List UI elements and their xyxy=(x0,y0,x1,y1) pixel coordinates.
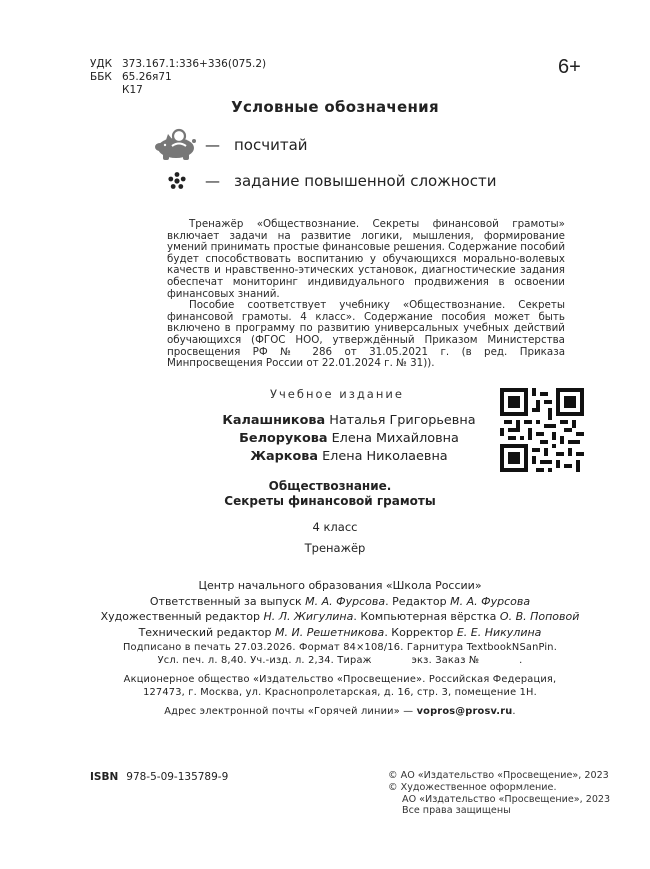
bbk-label: ББК xyxy=(90,71,112,83)
asterisk-flower-icon xyxy=(153,171,201,191)
legend-item-hard-task xyxy=(153,168,496,194)
hotline-email: Адрес электронной почты «Горячей линии» — vopros@prosv.ru. xyxy=(164,706,516,717)
edition-type: Учебное издание xyxy=(270,387,404,401)
legend-title: Условные обозначения xyxy=(231,98,439,116)
author: Калашникова Наталья Григорьевна xyxy=(222,413,476,428)
publisher-address: Акционерное общество «Издательство «Просвещение». Российская Федерация, 127473, г. Москва, ул. Краснопролетарская, д. 16, стр. 3, помещение 1Н. xyxy=(123,674,557,698)
qr-code[interactable] xyxy=(500,388,584,472)
annotation-paragraph: Пособие соответствует учебнику «Обществознание. Секреты финансовой грамоты. 4 класс». Содержание пособия может быть включено в программу по развитию универсальных учебных действий обучающихся (ФГОС НОО, утверждённый Приказом Министерства просвещения РФ № 286 от 31.05.2021 г. (в ред. Приказа Минпросвещения России от 22.01.2024 г. № 31)). xyxy=(167,299,565,370)
udk-label: УДК xyxy=(90,58,113,70)
imprint xyxy=(110,642,570,719)
print-details: Подписано в печать 27.03.2026. Формат 84×108/16. Гарнитура TextbookNSanPin. Усл. печ. л. 8,40. Уч.-изд. л. 2,34. Тираж экз. Заказ № . xyxy=(122,642,558,666)
bbk-value: 65.26я71 xyxy=(122,71,172,83)
credits-line: Технический редактор М. И. Решетникова. Корректор Е. Е. Никулина xyxy=(138,625,542,639)
legend-dash: — xyxy=(205,136,220,154)
annotation-paragraph: Тренажёр «Обществознание. Секреты финансовой грамоты» включает задачи на развитие логики, мышления, формирование умений принимать простые финансовые решения. Содержание пособий будет способствовать воспитанию у обучающихся морально-волевых качеств и нравственно-этических установок, диагностические задания обеспечат мониторинг индивидуального продвижения в освоении финансовых знаний. xyxy=(167,218,566,300)
author: Жаркова Елена Николаевна xyxy=(250,449,448,464)
legend-label: посчитай xyxy=(234,136,308,154)
publishing-center: Центр начального образования «Школа России» xyxy=(198,579,482,592)
legend-label: задание повышенной сложности xyxy=(234,172,497,190)
copyright: © АО «Издательство «Просвещение», 2023 © Художественное оформление. АО «Издательство «Просвещение», 2023 Все права защищены xyxy=(388,770,611,817)
credits-line: Ответственный за выпуск М. А. Фурсова. Редактор М. А. Фурсова xyxy=(149,594,531,608)
credits-line: Художественный редактор Н. Л. Жигулина. Компьютерная вёрстка О. В. Поповой xyxy=(100,610,580,623)
author: Белорукова Елена Михайловна xyxy=(239,431,459,446)
annotation xyxy=(167,219,565,370)
authors-list xyxy=(220,412,478,466)
legend-item-calculate xyxy=(153,128,308,162)
isbn: ISBN 978-5-09-135789-9 xyxy=(90,771,229,783)
age-rating: 6+ xyxy=(558,56,581,78)
credits xyxy=(100,578,580,640)
classification-block xyxy=(90,58,266,97)
book-kind: Тренажёр xyxy=(304,541,366,555)
legend-dash: — xyxy=(205,172,220,190)
udk-value: 373.167.1:336+336(075.2) xyxy=(122,58,267,70)
email-link[interactable]: vopros@prosv.ru xyxy=(416,706,513,717)
book-grade: 4 класс xyxy=(312,520,358,534)
author-mark: К17 xyxy=(122,84,143,96)
piggy-bank-icon xyxy=(153,128,201,162)
book-title: Обществознание. Секреты финансовой грамоты xyxy=(224,479,436,508)
